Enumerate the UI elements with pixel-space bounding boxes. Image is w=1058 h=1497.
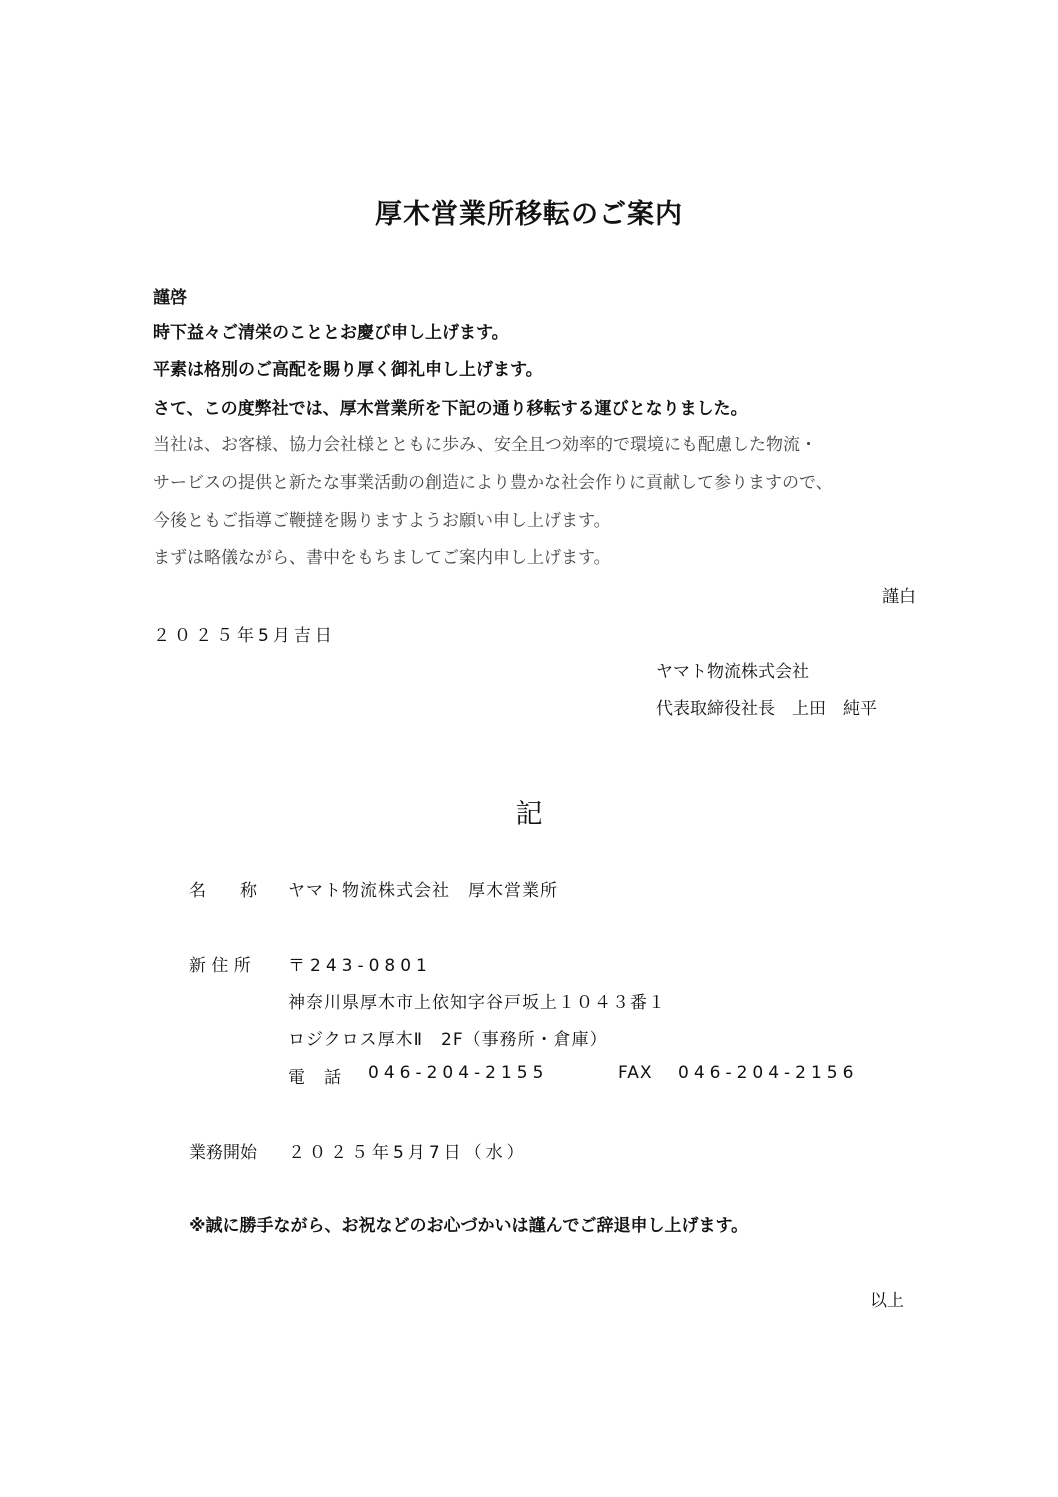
postal-code: 〒243-0801 xyxy=(288,956,432,976)
sender-company: ヤマト物流株式会社 xyxy=(656,662,809,682)
start-value: ２０２５年5月7日（水） xyxy=(288,1143,528,1163)
greeting-line-6: 今後ともご指導ご鞭撻を賜りますようお願い申し上げます。 xyxy=(153,511,611,531)
greeting-line-5: サービスの提供と新たな事業活動の創造により豊かな社会作りに貢献して参りますので、 xyxy=(153,473,833,493)
name-value: ヤマト物流株式会社 厚木営業所 xyxy=(288,881,558,901)
issue-date: ２０２５年5月吉日 xyxy=(153,626,336,646)
opening-word: 謹啓 xyxy=(153,288,187,308)
page-title: 厚木営業所移転のご案内 xyxy=(375,199,683,230)
tel-number: 046-204-2155 xyxy=(368,1063,549,1083)
note-text: ※誠に勝手ながら、お祝などのお心づかいは謹んでご辞退申し上げます。 xyxy=(189,1216,749,1236)
fax-number: 046-204-2156 xyxy=(678,1063,859,1083)
address-label: 新 住 所 xyxy=(189,956,251,976)
closing-word: 謹白 xyxy=(882,587,916,607)
greeting-line-7: まずは略儀ながら、書中をもちましてご案内申し上げます。 xyxy=(153,548,611,568)
greeting-line-2: 平素は格別のご高配を賜り厚く御礼申し上げます。 xyxy=(153,360,543,380)
sender-president: 代表取締役社長 上田 純平 xyxy=(656,699,877,719)
address-line-1: 神奈川県厚木市上依知字谷戸坂上１０４３番１ xyxy=(288,993,666,1013)
greeting-line-4: 当社は、お客様、協力会社様とともに歩み、安全且つ効率的で環境にも配慮した物流・ xyxy=(153,435,818,455)
tel-label: 電 話 xyxy=(288,1068,342,1088)
ki-heading: 記 xyxy=(515,799,543,830)
name-label: 名 称 xyxy=(189,881,257,901)
greeting-line-1: 時下益々ご清栄のこととお慶び申し上げます。 xyxy=(153,323,509,343)
fax-label: FAX xyxy=(618,1063,653,1083)
end-word: 以上 xyxy=(870,1291,904,1311)
address-line-2: ロジクロス厚木Ⅱ 2F（事務所・倉庫） xyxy=(288,1030,608,1050)
greeting-line-3: さて、この度弊社では、厚木営業所を下記の通り移転する運びとなりました。 xyxy=(153,399,748,419)
start-label: 業務開始 xyxy=(189,1143,257,1163)
